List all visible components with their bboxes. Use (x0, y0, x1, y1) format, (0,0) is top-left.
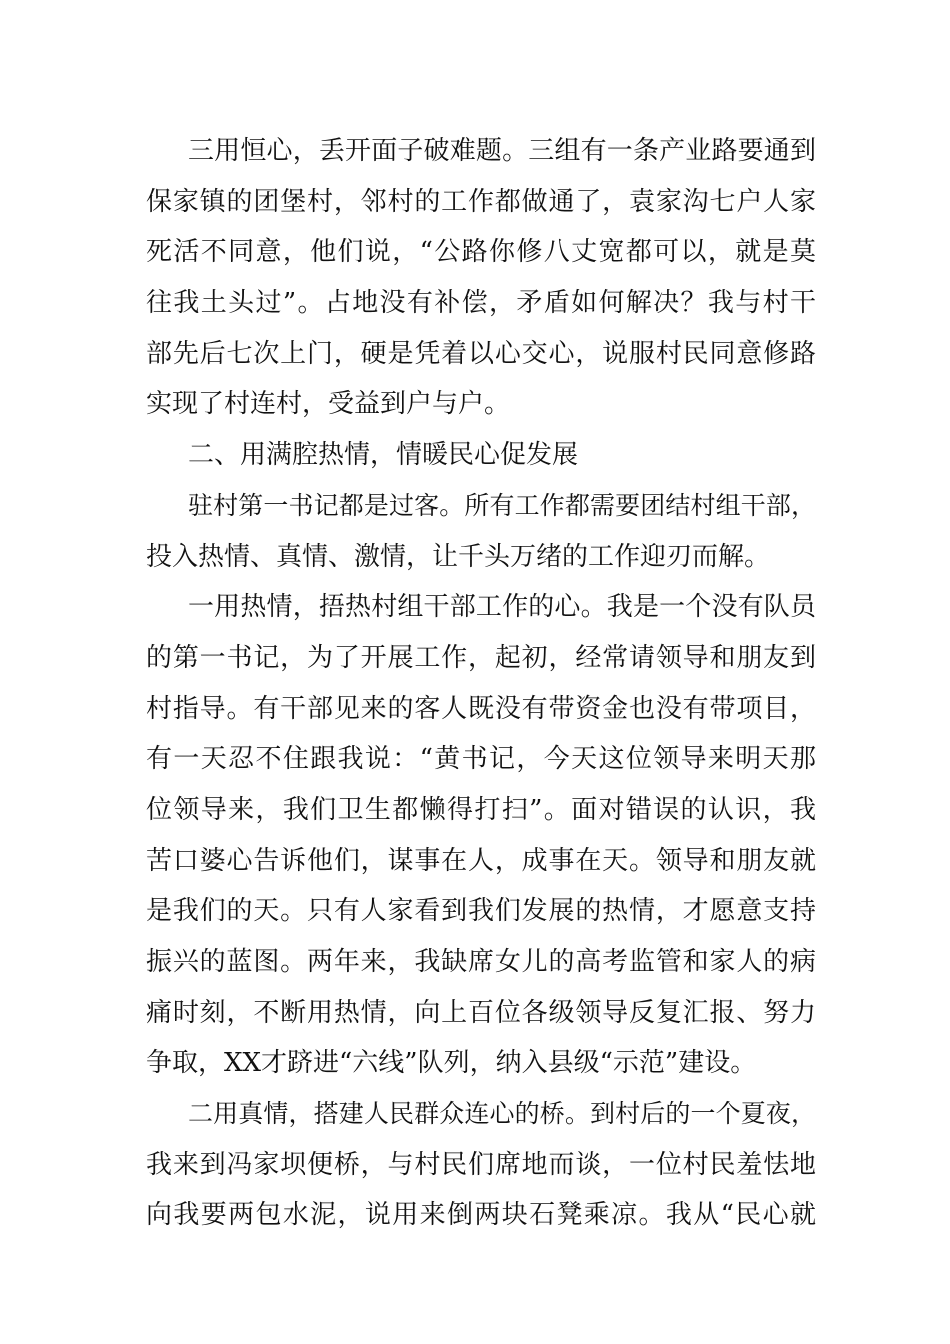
paragraph-line: 向我要两包水泥，说用来倒两块石凳乘凉。我从“民心就 (146, 1200, 816, 1231)
paragraph-line: 痛时刻，不断用热情，向上百位各级领导反复汇报、努力 (146, 997, 816, 1028)
paragraph-line: 二用真情，搭建人民群众连心的桥。到村后的一个夏夜， (188, 1099, 816, 1129)
paragraph-line: 三用恒心，丢开面子破难题。三组有一条产业路要通到 (188, 136, 816, 166)
paragraph-line: 振兴的蓝图。两年来，我缺席女儿的高考监管和家人的病 (146, 947, 816, 977)
paragraph-line: 保家镇的团堡村，邻村的工作都做通了，袁家沟七户人家 (146, 186, 816, 217)
paragraph-line: 投入热情、真情、激情，让千头万绪的工作迎刃而解。 (146, 541, 771, 572)
paragraph-line: 我来到冯家坝便桥，与村民们席地而谈，一位村民羞怯地 (146, 1149, 816, 1180)
paragraph-line: 死活不同意，他们说，“公路你修八丈宽都可以，就是莫 (146, 237, 816, 268)
paragraph-line: 是我们的天。只有人家看到我们发展的热情，才愿意支持 (146, 896, 816, 927)
paragraph-line: 有一天忍不住跟我说：“黄书记，今天这位领导来明天那 (146, 744, 816, 775)
section-heading: 二、用满腔热情，情暖民心促发展 (188, 440, 579, 471)
paragraph-line: 驻村第一书记都是过客。所有工作都需要团结村组干部， (188, 490, 816, 520)
paragraph-line: 实现了村连村，受益到户与户。 (146, 389, 511, 420)
paragraph-line: 部先后七次上门，硬是凭着以心交心，说服村民同意修路 (146, 338, 816, 369)
paragraph-line: 争取，XX才跻进“六线”队列，纳入县级“示范”建设。 (146, 1048, 757, 1079)
paragraph-line: 的第一书记，为了开展工作，起初，经常请领导和朋友到 (146, 642, 816, 673)
paragraph-line: 位领导来，我们卫生都懒得打扫”。面对错误的认识，我 (146, 794, 816, 825)
paragraph-line: 往我土头过”。占地没有补偿，矛盾如何解决？我与村干 (146, 288, 816, 319)
paragraph-line: 一用热情，捂热村组干部工作的心。我是一个没有队员 (188, 592, 816, 623)
paragraph-line: 村指导。有干部见来的客人既没有带资金也没有带项目， (146, 693, 816, 724)
document-body (146, 126, 816, 1241)
paragraph-line: 苦口婆心告诉他们，谋事在人，成事在天。领导和朋友就 (146, 845, 816, 876)
